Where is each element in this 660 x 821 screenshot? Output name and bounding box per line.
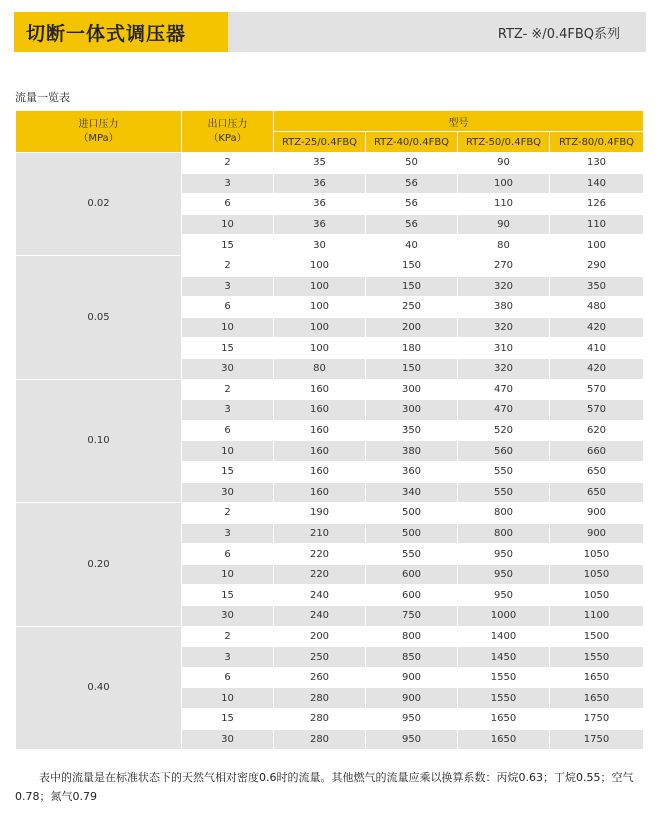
flow-cell: 320: [458, 317, 550, 338]
flow-cell: 200: [274, 626, 366, 647]
outlet-pressure-cell: 6: [182, 544, 274, 565]
flow-cell: 56: [366, 214, 458, 235]
flow-cell: 100: [550, 235, 644, 256]
inlet-pressure-cell: 0.20: [16, 503, 182, 627]
flow-cell: 900: [550, 503, 644, 524]
outlet-pressure-cell: 10: [182, 317, 274, 338]
header-title: 切断一体式调压器: [14, 12, 228, 52]
flow-cell: 570: [550, 400, 644, 421]
flow-cell: 160: [274, 379, 366, 400]
flow-cell: 420: [550, 358, 644, 379]
flow-cell: 900: [366, 688, 458, 709]
flow-cell: 310: [458, 338, 550, 359]
flow-cell: 360: [366, 461, 458, 482]
inlet-pressure-cell: 0.10: [16, 379, 182, 503]
flow-cell: 650: [550, 461, 644, 482]
inlet-pressure-cell: 0.05: [16, 255, 182, 379]
flow-cell: 100: [274, 297, 366, 318]
flow-cell: 240: [274, 606, 366, 627]
outlet-pressure-cell: 6: [182, 420, 274, 441]
outlet-pressure-cell: 15: [182, 461, 274, 482]
col-outlet-label: 出口压力: [207, 118, 248, 130]
flow-cell: 500: [366, 523, 458, 544]
flow-cell: 850: [366, 647, 458, 668]
flow-cell: 200: [366, 317, 458, 338]
flow-cell: 500: [366, 503, 458, 524]
flow-cell: 520: [458, 420, 550, 441]
flow-table: [15, 110, 644, 750]
flow-cell: 160: [274, 400, 366, 421]
flow-cell: 150: [366, 255, 458, 276]
flow-cell: 250: [274, 647, 366, 668]
flow-cell: 90: [458, 153, 550, 174]
flow-cell: 550: [366, 544, 458, 565]
table-header-row: [16, 111, 644, 132]
table-body: [16, 153, 644, 750]
outlet-pressure-cell: 30: [182, 606, 274, 627]
flow-cell: 800: [458, 523, 550, 544]
col-outlet-unit: （KPa）: [208, 132, 247, 144]
flow-cell: 260: [274, 667, 366, 688]
outlet-pressure-cell: 10: [182, 564, 274, 585]
flow-cell: 50: [366, 153, 458, 174]
flow-cell: 140: [550, 173, 644, 194]
flow-cell: 100: [274, 338, 366, 359]
flow-cell: 560: [458, 441, 550, 462]
outlet-pressure-cell: 15: [182, 709, 274, 730]
flow-cell: 40: [366, 235, 458, 256]
flow-cell: 340: [366, 482, 458, 503]
flow-cell: 650: [550, 482, 644, 503]
flow-cell: 950: [458, 585, 550, 606]
flow-cell: 900: [550, 523, 644, 544]
flow-cell: 380: [366, 441, 458, 462]
flow-cell: 600: [366, 564, 458, 585]
flow-cell: 1550: [458, 667, 550, 688]
flow-cell: 130: [550, 153, 644, 174]
flow-cell: 126: [550, 194, 644, 215]
flow-cell: 290: [550, 255, 644, 276]
flow-cell: 1050: [550, 564, 644, 585]
inlet-pressure-cell: 0.40: [16, 626, 182, 750]
flow-cell: 570: [550, 379, 644, 400]
flow-cell: 950: [458, 564, 550, 585]
footnote: 表中的流量是在标准状态下的天然气相对密度0.6时的流量。其他燃气的流量应乘以换算系数：丙烷0.63；丁烷0.55；空气0.78；氮气0.79: [15, 771, 634, 803]
flow-cell: 620: [550, 420, 644, 441]
flow-cell: 1500: [550, 626, 644, 647]
flow-cell: 950: [458, 544, 550, 565]
outlet-pressure-cell: 6: [182, 297, 274, 318]
col-inlet-unit: （MPa）: [78, 132, 119, 144]
flow-cell: 1100: [550, 606, 644, 627]
table-row: [16, 153, 644, 174]
flow-cell: 240: [274, 585, 366, 606]
outlet-pressure-cell: 10: [182, 441, 274, 462]
flow-cell: 1750: [550, 709, 644, 730]
outlet-pressure-cell: 3: [182, 647, 274, 668]
model-header: RTZ-50/0.4FBQ: [458, 132, 550, 153]
outlet-pressure-cell: 3: [182, 173, 274, 194]
flow-cell: 800: [366, 626, 458, 647]
flow-cell: 100: [274, 317, 366, 338]
flow-cell: 320: [458, 358, 550, 379]
outlet-pressure-cell: 2: [182, 379, 274, 400]
outlet-pressure-cell: 15: [182, 585, 274, 606]
table-row: [16, 503, 644, 524]
flow-cell: 1650: [550, 688, 644, 709]
flow-cell: 80: [458, 235, 550, 256]
outlet-pressure-cell: 3: [182, 400, 274, 421]
flow-cell: 660: [550, 441, 644, 462]
flow-cell: 160: [274, 461, 366, 482]
flow-cell: 160: [274, 441, 366, 462]
flow-cell: 1650: [458, 729, 550, 750]
outlet-pressure-cell: 2: [182, 153, 274, 174]
flow-cell: 1050: [550, 585, 644, 606]
flow-cell: 600: [366, 585, 458, 606]
outlet-pressure-cell: 10: [182, 688, 274, 709]
flow-cell: 110: [458, 194, 550, 215]
flow-cell: 1450: [458, 647, 550, 668]
outlet-pressure-cell: 15: [182, 235, 274, 256]
flow-cell: 280: [274, 729, 366, 750]
flow-cell: 220: [274, 544, 366, 565]
flow-cell: 380: [458, 297, 550, 318]
flow-cell: 56: [366, 173, 458, 194]
outlet-pressure-cell: 3: [182, 523, 274, 544]
table-row: [16, 626, 644, 647]
outlet-pressure-cell: 2: [182, 503, 274, 524]
flow-cell: 1400: [458, 626, 550, 647]
outlet-pressure-cell: 15: [182, 338, 274, 359]
flow-cell: 190: [274, 503, 366, 524]
flow-cell: 1050: [550, 544, 644, 565]
flow-cell: 1000: [458, 606, 550, 627]
table-row: [16, 379, 644, 400]
flow-cell: 1650: [550, 667, 644, 688]
flow-cell: 150: [366, 276, 458, 297]
flow-cell: 320: [458, 276, 550, 297]
flow-cell: 350: [550, 276, 644, 297]
flow-cell: 950: [366, 709, 458, 730]
flow-cell: 36: [274, 194, 366, 215]
header-series: RTZ- ※/0.4FBQ系列: [228, 12, 646, 52]
table-row: [16, 255, 644, 276]
col-inlet-label: 进口压力: [78, 118, 119, 130]
flow-cell: 470: [458, 400, 550, 421]
flow-cell: 210: [274, 523, 366, 544]
outlet-pressure-cell: 2: [182, 626, 274, 647]
flow-cell: 90: [458, 214, 550, 235]
flow-cell: 950: [366, 729, 458, 750]
flow-cell: 160: [274, 420, 366, 441]
outlet-pressure-cell: 30: [182, 358, 274, 379]
flow-cell: 470: [458, 379, 550, 400]
flow-cell: 36: [274, 173, 366, 194]
flow-cell: 420: [550, 317, 644, 338]
inlet-pressure-cell: 0.02: [16, 153, 182, 256]
flow-cell: 110: [550, 214, 644, 235]
model-header: RTZ-25/0.4FBQ: [274, 132, 366, 153]
flow-cell: 1550: [458, 688, 550, 709]
flow-cell: 160: [274, 482, 366, 503]
flow-cell: 410: [550, 338, 644, 359]
flow-cell: 56: [366, 194, 458, 215]
flow-cell: 300: [366, 379, 458, 400]
flow-cell: 150: [366, 358, 458, 379]
flow-cell: 1650: [458, 709, 550, 730]
col-inlet-header: [16, 111, 182, 153]
flow-cell: 280: [274, 709, 366, 730]
flow-cell: 36: [274, 214, 366, 235]
flow-cell: 1750: [550, 729, 644, 750]
flow-cell: 180: [366, 338, 458, 359]
flow-cell: 35: [274, 153, 366, 174]
flow-cell: 1550: [550, 647, 644, 668]
flow-cell: 800: [458, 503, 550, 524]
model-header: RTZ-80/0.4FBQ: [550, 132, 644, 153]
flow-cell: 550: [458, 461, 550, 482]
section-title: 流量一览表: [15, 91, 70, 104]
header-pointer-icon: [14, 40, 34, 50]
outlet-pressure-cell: 10: [182, 214, 274, 235]
flow-cell: 100: [274, 276, 366, 297]
flow-cell: 30: [274, 235, 366, 256]
outlet-pressure-cell: 2: [182, 255, 274, 276]
col-model-header: 型号: [274, 111, 644, 132]
flow-cell: 220: [274, 564, 366, 585]
outlet-pressure-cell: 30: [182, 729, 274, 750]
flow-cell: 350: [366, 420, 458, 441]
flow-cell: 80: [274, 358, 366, 379]
flow-cell: 300: [366, 400, 458, 421]
flow-cell: 270: [458, 255, 550, 276]
flow-cell: 280: [274, 688, 366, 709]
outlet-pressure-cell: 6: [182, 194, 274, 215]
page-header: [14, 12, 646, 52]
flow-cell: 480: [550, 297, 644, 318]
col-outlet-header: [182, 111, 274, 153]
outlet-pressure-cell: 3: [182, 276, 274, 297]
outlet-pressure-cell: 30: [182, 482, 274, 503]
flow-cell: 100: [458, 173, 550, 194]
flow-cell: 250: [366, 297, 458, 318]
flow-cell: 100: [274, 255, 366, 276]
model-header: RTZ-40/0.4FBQ: [366, 132, 458, 153]
flow-cell: 750: [366, 606, 458, 627]
outlet-pressure-cell: 6: [182, 667, 274, 688]
flow-cell: 550: [458, 482, 550, 503]
flow-cell: 900: [366, 667, 458, 688]
